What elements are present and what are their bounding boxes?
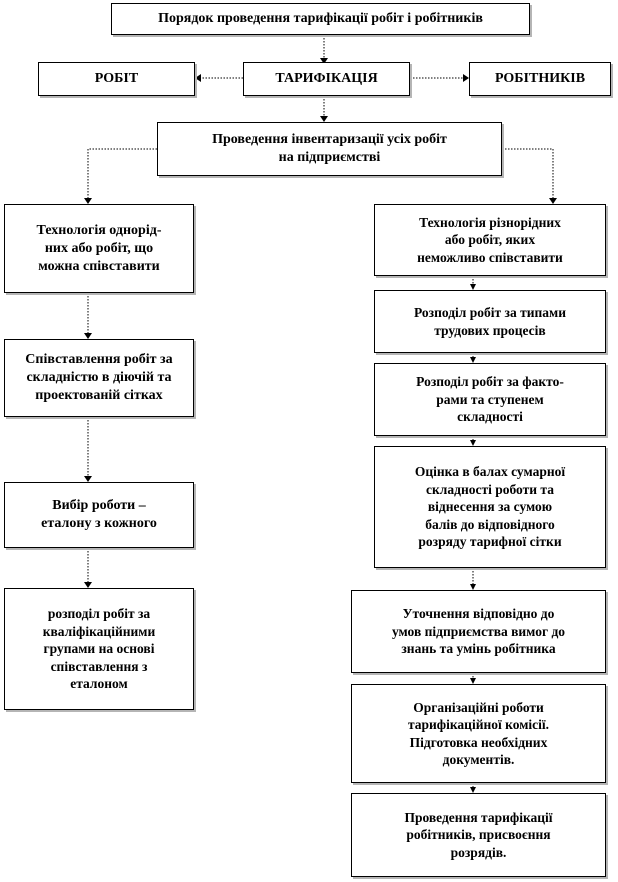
- diagram-title: Порядок проведення тарифікації робіт і робітників: [111, 3, 530, 35]
- right-step-4: Оцінка в балах сумарної складності роботи та віднесення за сумою балів до відповідного розряду тарифної сітки: [374, 446, 606, 568]
- robit-box: РОБІТ: [38, 62, 195, 96]
- right-step-1: Технологія різнорідних або робіт, яких неможливо співставити: [374, 204, 606, 276]
- inventory-box: Проведення інвентаризації усіх робіт на підприємстві: [157, 122, 502, 176]
- taryfikatsiia-box: ТАРИФІКАЦІЯ: [243, 62, 410, 96]
- right-step-2: Розподіл робіт за типами трудових процесів: [374, 290, 606, 353]
- right-step-5: Уточнення відповідно до умов підприємства вимог до знань та умінь робітника: [351, 590, 606, 673]
- left-step-1: Технологія однорід- них або робіт, що можна співставити: [4, 204, 194, 293]
- right-step-6: Організаційні роботи тарифікаційної комісії. Підготовка необхідних документів.: [351, 684, 606, 783]
- left-step-2: Співставлення робіт за складністю в діючій та проектованій сітках: [4, 339, 194, 417]
- robitnykiv-box: РОБІТНИКІВ: [469, 62, 611, 96]
- left-step-4: розподіл робіт за кваліфікаційними групами на основі співставлення з еталоном: [4, 588, 194, 710]
- left-step-3: Вибір роботи – еталону з кожного: [4, 482, 194, 548]
- right-step-3: Розподіл робіт за факто- рами та ступенем складності: [374, 363, 606, 436]
- right-step-7: Проведення тарифікації робітників, присвоєння розрядів.: [351, 793, 606, 877]
